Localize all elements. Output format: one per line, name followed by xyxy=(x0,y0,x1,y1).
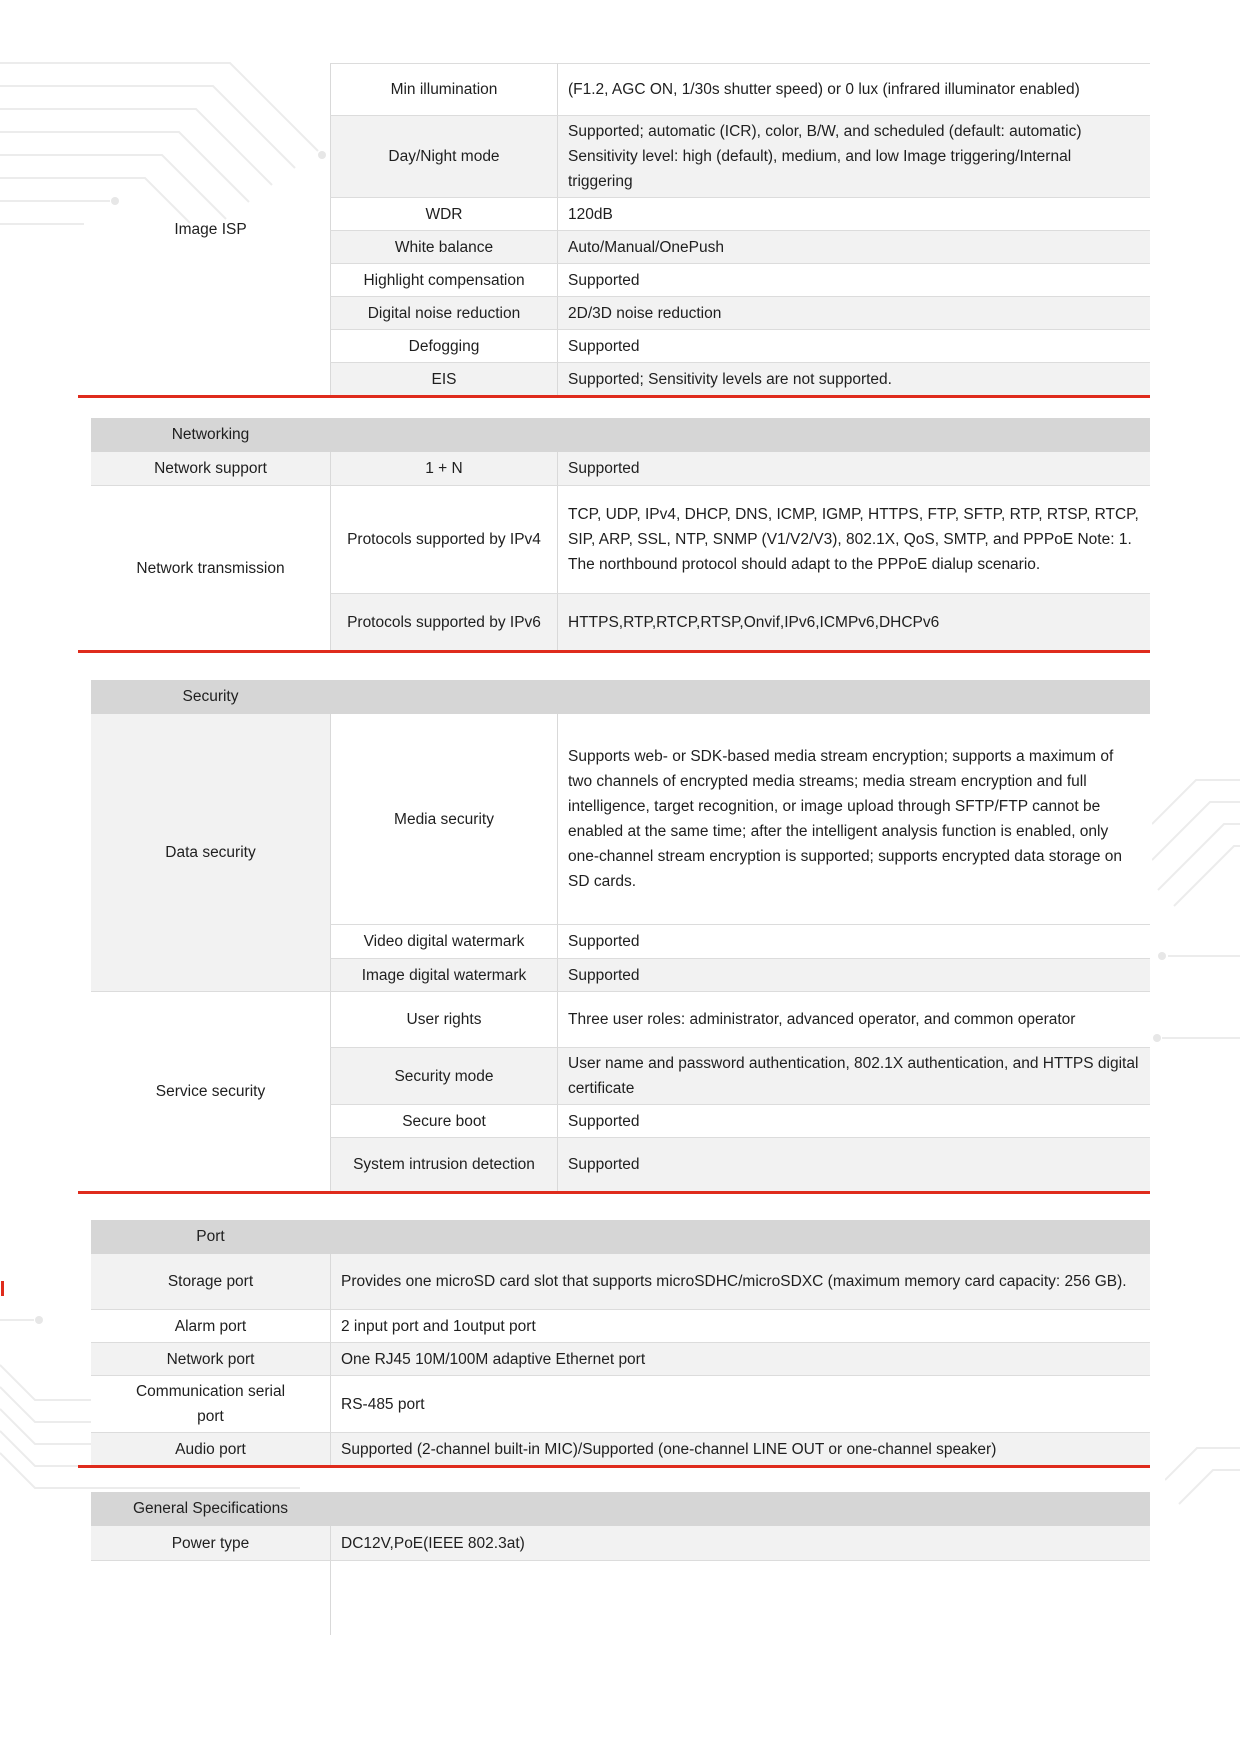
spec-value-cell: HTTPS,RTP,RTCP,RTSP,Onvif,IPv6,ICMPv6,DHCPv6 xyxy=(557,593,1150,650)
spec-label-cell: Protocols supported by IPv4 xyxy=(330,485,557,593)
spec-value-cell: Supported xyxy=(557,452,1150,485)
spec-value-cell: Three user roles: administrator, advanced operator, and common operator xyxy=(557,991,1150,1047)
spec-value-cell: TCP, UDP, IPv4, DHCP, DNS, ICMP, IGMP, HTTPS, FTP, SFTP, RTP, RTSP, RTCP, SIP, ARP, SSL, NTP, SNMP (V1/V2/V3), 802.1X, QoS, SMTP, and PPPoE Note: 1. The northbound protocol should adapt to the PPPoE dialup scenario. xyxy=(557,485,1150,593)
spec-value-cell: Supported (2-channel built-in MIC)/Supported (one-channel LINE OUT or one-channel speaker) xyxy=(330,1432,1150,1465)
spec-label-cell: Protocols supported by IPv6 xyxy=(330,593,557,650)
spec-label-cell: Image digital watermark xyxy=(330,958,557,991)
spec-label-cell: Media security xyxy=(330,714,557,924)
spec-label-cell: Digital noise reduction xyxy=(330,296,557,329)
group-label-cell: Data security xyxy=(91,714,330,991)
section-header-port xyxy=(91,1220,1150,1254)
section-networking xyxy=(91,418,1150,653)
section-header-label: General Specifications xyxy=(132,1500,289,1517)
spec-label-cell: Video digital watermark xyxy=(330,924,557,958)
spec-value-cell: Supported xyxy=(557,329,1150,362)
section-header-label: Port xyxy=(196,1228,225,1245)
spec-value-cell: Supported xyxy=(557,924,1150,958)
spec-label-cell: Highlight compensation xyxy=(330,263,557,296)
spec-label-cell: User rights xyxy=(330,991,557,1047)
spec-label-cell: EIS xyxy=(330,362,557,395)
spec-table-grid xyxy=(91,714,1150,1191)
spec-value-cell: Supports web- or SDK-based media stream encryption; supports a maximum of two channels of encrypted media streams; media stream encryption and full intelligence, target recognition, or image upload through SFTP/FTP cannot be enabled at the same time; after the intelligent analysis function is enabled, only one-channel stream encryption is supported; supports encrypted data storage on SD cards. xyxy=(557,714,1150,924)
spec-table-grid xyxy=(91,1254,1150,1465)
section-general xyxy=(91,1492,1150,1635)
spec-label-cell: Min illumination xyxy=(330,63,557,115)
spec-value-cell: RS-485 port xyxy=(330,1375,1150,1432)
spec-label-cell: System intrusion detection xyxy=(330,1137,557,1191)
group-label-cell: Network support xyxy=(91,452,330,485)
spec-value-cell: User name and password authentication, 802.1X authentication, and HTTPS digital certificate xyxy=(557,1047,1150,1104)
spec-value-cell: Supported; automatic (ICR), color, B/W, and scheduled (default: automatic) Sensitivity level: high (default), medium, and low Image triggering/Internal triggering xyxy=(557,115,1150,197)
group-label-cell: Service security xyxy=(91,991,330,1191)
spec-value-cell: Supported xyxy=(557,263,1150,296)
spec-label-cell: Secure boot xyxy=(330,1104,557,1137)
spec-value-cell: 2 input port and 1output port xyxy=(330,1309,1150,1342)
spec-value-cell: (F1.2, AGC ON, 1/30s shutter speed) or 0 lux (infrared illuminator enabled) xyxy=(557,63,1150,115)
section-header-label: Networking xyxy=(171,426,250,443)
spec-label-cell: Day/Night mode xyxy=(330,115,557,197)
circuit-decoration-right-middle xyxy=(1152,770,1240,1060)
spec-value-cell: Supported xyxy=(557,1104,1150,1137)
spec-label-cell: Communication serial port xyxy=(91,1375,330,1432)
section-header-label: Security xyxy=(182,688,239,705)
spec-value-cell: Supported xyxy=(557,958,1150,991)
spec-label-cell: WDR xyxy=(330,197,557,230)
section-separator-line xyxy=(78,1465,1150,1468)
section-header-networking xyxy=(91,418,1150,452)
group-label-cell: Network transmission xyxy=(91,485,330,650)
spec-label-cell: 1 + N xyxy=(330,452,557,485)
section-separator-line xyxy=(78,1191,1150,1194)
spec-value-cell: Supported; Sensitivity levels are not supported. xyxy=(557,362,1150,395)
spec-value-cell: Auto/Manual/OnePush xyxy=(557,230,1150,263)
empty-partial-cell xyxy=(91,1560,330,1635)
section-port xyxy=(91,1220,1150,1468)
spec-value-cell: 2D/3D noise reduction xyxy=(557,296,1150,329)
empty-partial-cell xyxy=(330,1560,1150,1635)
spec-table-grid xyxy=(91,452,1150,650)
spec-value-cell: DC12V,PoE(IEEE 802.3at) xyxy=(330,1526,1150,1560)
section-separator-line xyxy=(78,395,1150,398)
spec-value-cell: One RJ45 10M/100M adaptive Ethernet port xyxy=(330,1342,1150,1375)
section-security xyxy=(91,680,1150,1194)
section-separator-line xyxy=(78,650,1150,653)
spec-value-cell: Provides one microSD card slot that supports microSDHC/microSDXC (maximum memory card capacity: 256 GB). xyxy=(330,1254,1150,1309)
spec-label-cell: Defogging xyxy=(330,329,557,362)
spec-label-cell: Network port xyxy=(91,1342,330,1375)
spec-label-cell: White balance xyxy=(330,230,557,263)
spec-table-grid xyxy=(91,1526,1150,1635)
section-image-isp xyxy=(91,63,1150,398)
circuit-decoration-right-bottom xyxy=(1165,1440,1240,1520)
section-header-general xyxy=(91,1492,1150,1526)
red-tick-decoration xyxy=(1,1281,4,1296)
spec-table-grid xyxy=(91,63,1150,395)
spec-label-cell: Alarm port xyxy=(91,1309,330,1342)
spec-label-cell: Security mode xyxy=(330,1047,557,1104)
section-header-security xyxy=(91,680,1150,714)
spec-label-cell: Storage port xyxy=(91,1254,330,1309)
spec-label-cell: Audio port xyxy=(91,1432,330,1465)
spec-value-cell: 120dB xyxy=(557,197,1150,230)
spec-value-cell: Supported xyxy=(557,1137,1150,1191)
spec-label-cell: Power type xyxy=(91,1526,330,1560)
group-label-cell: Image ISP xyxy=(174,220,247,238)
